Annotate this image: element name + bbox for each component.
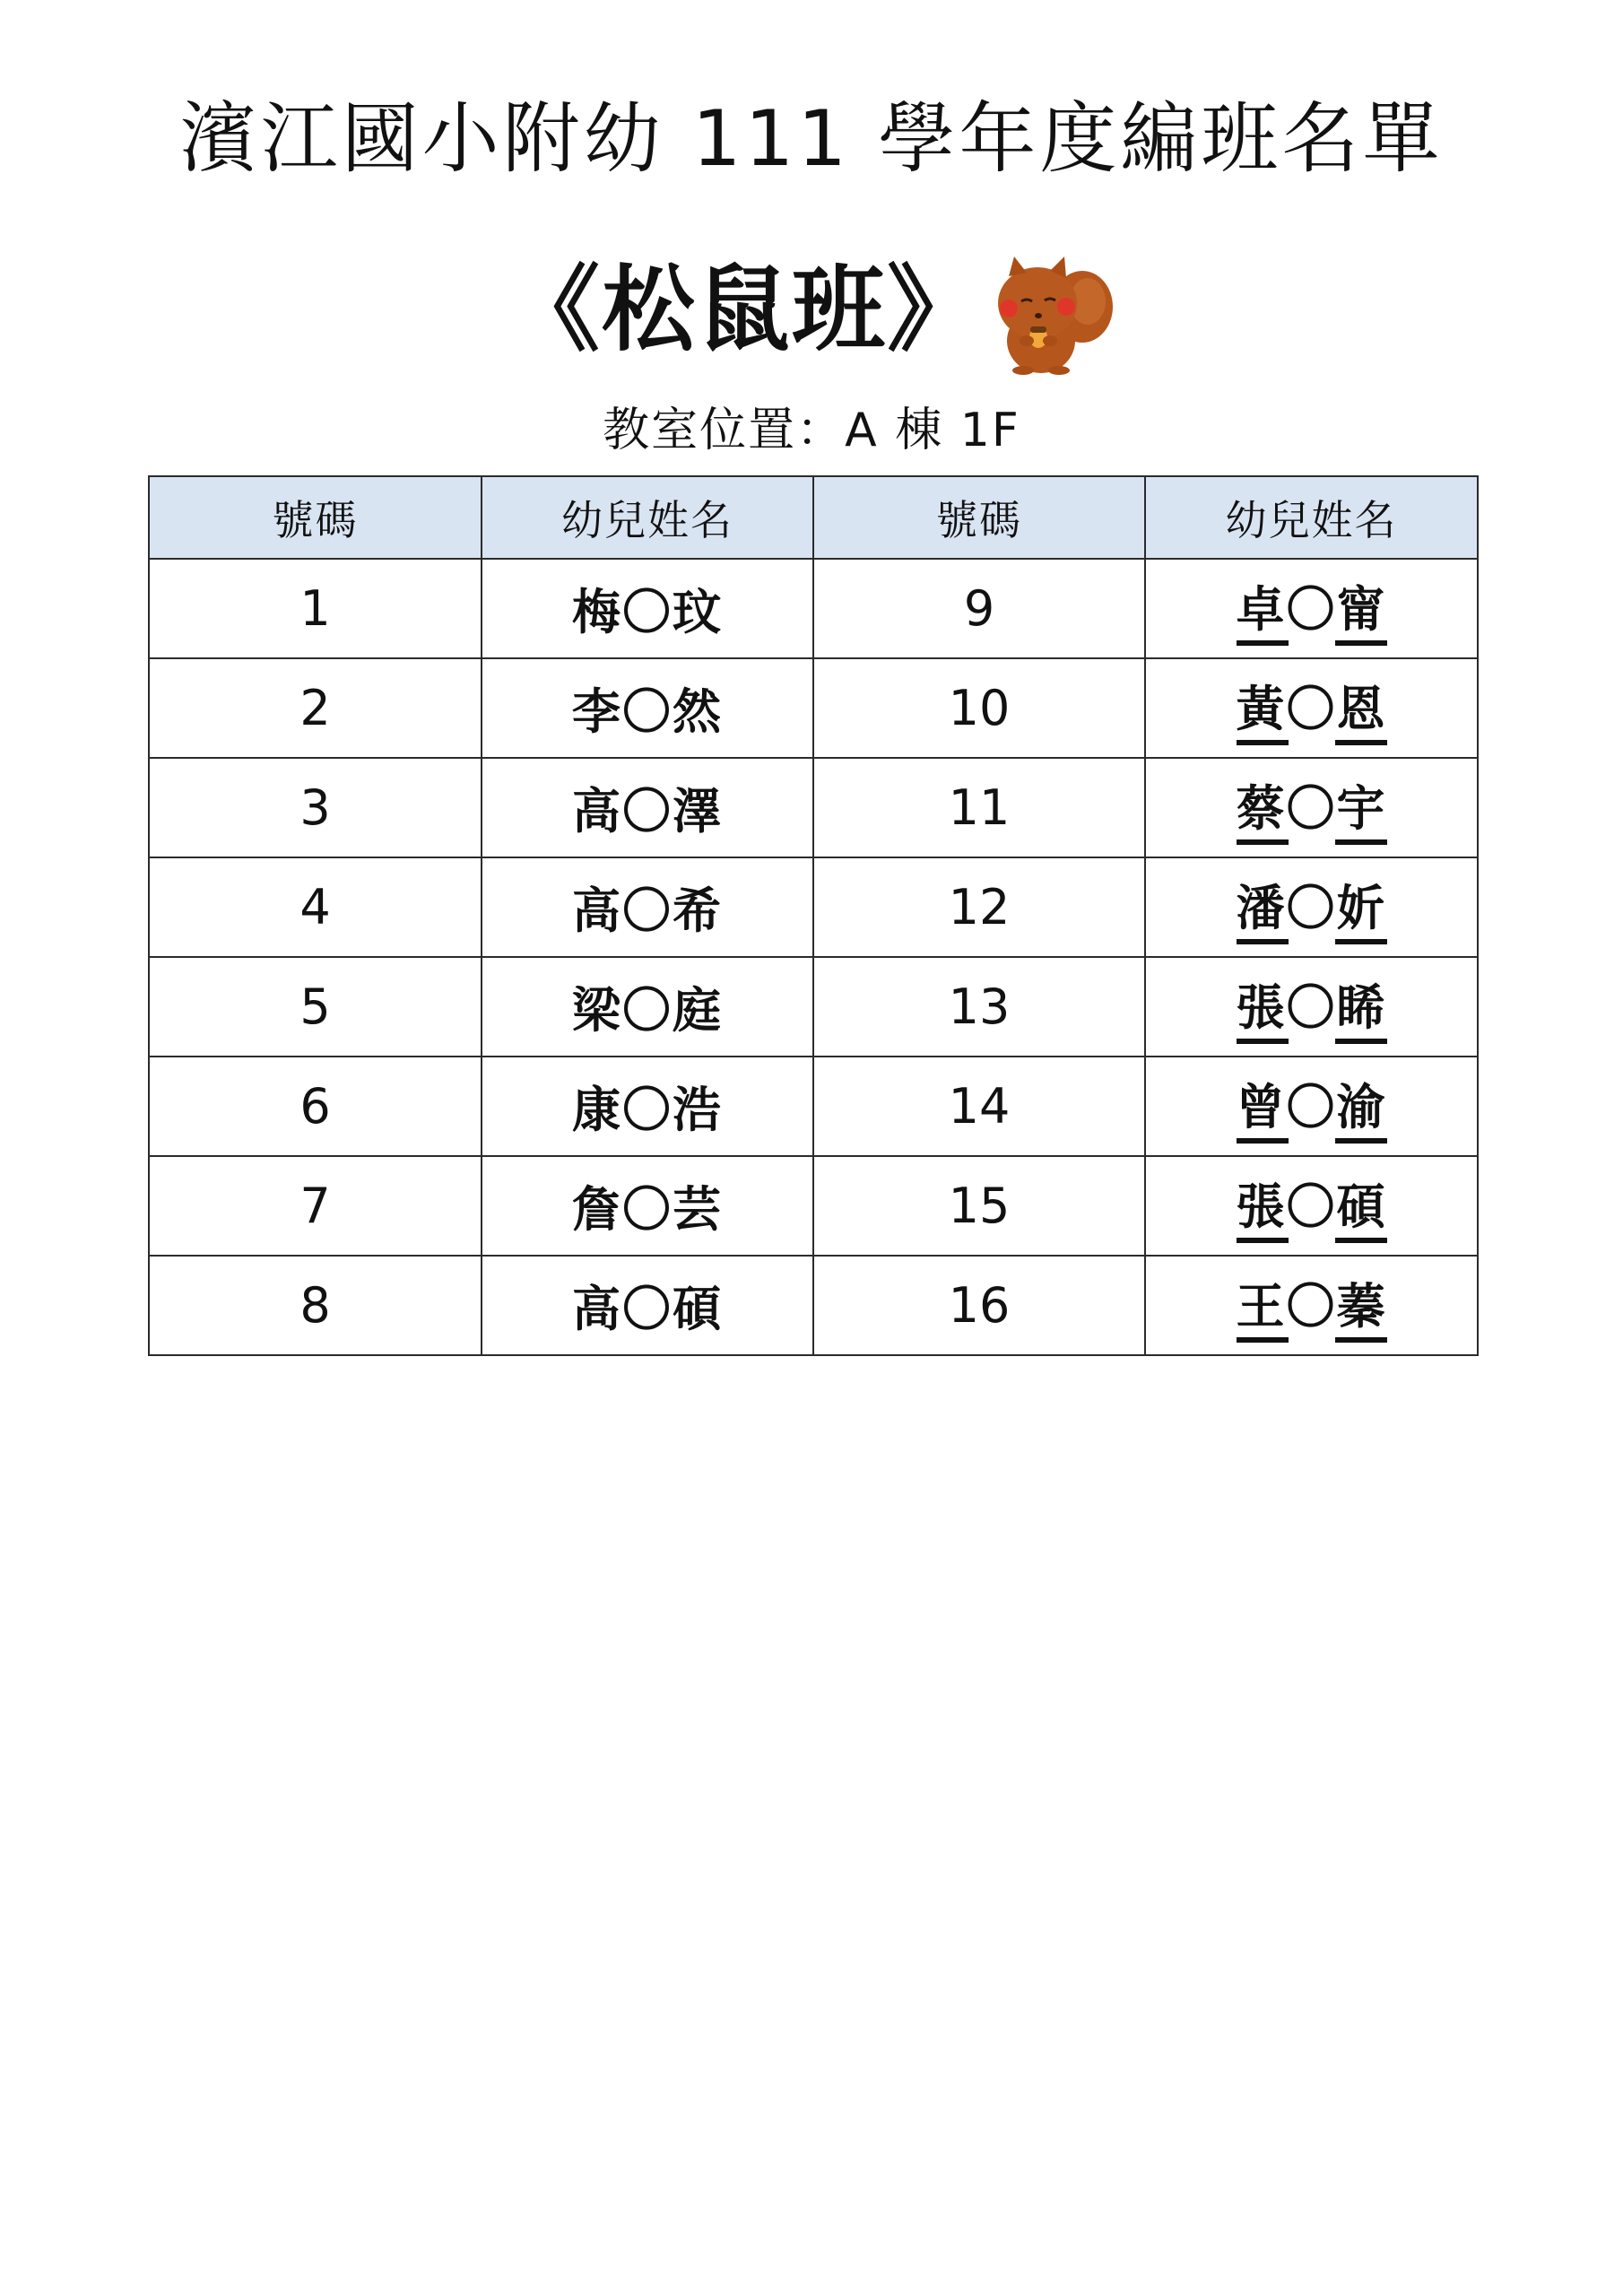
child-number: 15: [813, 1156, 1145, 1256]
classroom-location: 教室位置：A 棟 1F: [603, 404, 1020, 457]
table-row: [149, 957, 1478, 1057]
table-row: [149, 559, 1478, 658]
child-name: 高〇碩: [482, 1256, 813, 1355]
child-name-text: 張〇睎: [1237, 970, 1387, 1044]
child-name-underlined: [1145, 857, 1478, 957]
child-number: 16: [813, 1256, 1145, 1355]
table-row: [149, 1256, 1478, 1355]
child-number: 9: [813, 559, 1145, 658]
child-name-underlined: [1145, 559, 1478, 658]
child-number: 3: [149, 758, 482, 857]
child-number: 11: [813, 758, 1145, 857]
child-name: 梁〇庭: [482, 957, 813, 1057]
child-number: 6: [149, 1057, 482, 1156]
child-name-text: 蔡〇宇: [1237, 770, 1387, 845]
table-row: [149, 857, 1478, 957]
child-name-text: 王〇蓁: [1237, 1268, 1387, 1343]
child-name: 高〇澤: [482, 758, 813, 857]
child-name: 詹〇芸: [482, 1156, 813, 1256]
child-number: 4: [149, 857, 482, 957]
child-number: 10: [813, 658, 1145, 758]
child-name-underlined: [1145, 1057, 1478, 1156]
child-name-text: 張〇碩: [1237, 1169, 1387, 1243]
child-number: 12: [813, 857, 1145, 957]
child-number: 14: [813, 1057, 1145, 1156]
header-child-name: 幼兒姓名: [482, 476, 813, 559]
child-number: 5: [149, 957, 482, 1057]
page-title: 濱江國小附幼 111 學年度編班名單: [179, 94, 1444, 184]
table-row: [149, 658, 1478, 758]
child-name-text: 潘〇妡: [1237, 870, 1387, 944]
child-name-underlined: [1145, 758, 1478, 857]
child-name: 梅〇玟: [482, 559, 813, 658]
squirrel-icon: [982, 251, 1116, 377]
child-number: 2: [149, 658, 482, 758]
child-name: 高〇希: [482, 857, 813, 957]
class-title-row: [0, 242, 1623, 377]
child-name-underlined: [1145, 1156, 1478, 1256]
header-number: 號碼: [149, 476, 482, 559]
child-name-text: 曾〇渝: [1237, 1069, 1387, 1144]
class-title: 《松鼠班》: [506, 255, 982, 364]
child-name-underlined: [1145, 658, 1478, 758]
table-header-row: [149, 476, 1478, 559]
child-name-underlined: [1145, 1256, 1478, 1355]
table-row: [149, 1156, 1478, 1256]
child-number: 1: [149, 559, 482, 658]
child-name: 康〇浩: [482, 1057, 813, 1156]
header-child-name: 幼兒姓名: [1145, 476, 1478, 559]
child-name-text: 黃〇恩: [1237, 671, 1387, 745]
class-roster-table: [148, 475, 1479, 1356]
child-name: 李〇然: [482, 658, 813, 758]
table-row: [149, 1057, 1478, 1156]
child-number: 13: [813, 957, 1145, 1057]
child-name-underlined: [1145, 957, 1478, 1057]
header-number: 號碼: [813, 476, 1145, 559]
child-number: 8: [149, 1256, 482, 1355]
table-row: [149, 758, 1478, 857]
child-number: 7: [149, 1156, 482, 1256]
child-name-text: 卓〇甯: [1237, 571, 1387, 646]
